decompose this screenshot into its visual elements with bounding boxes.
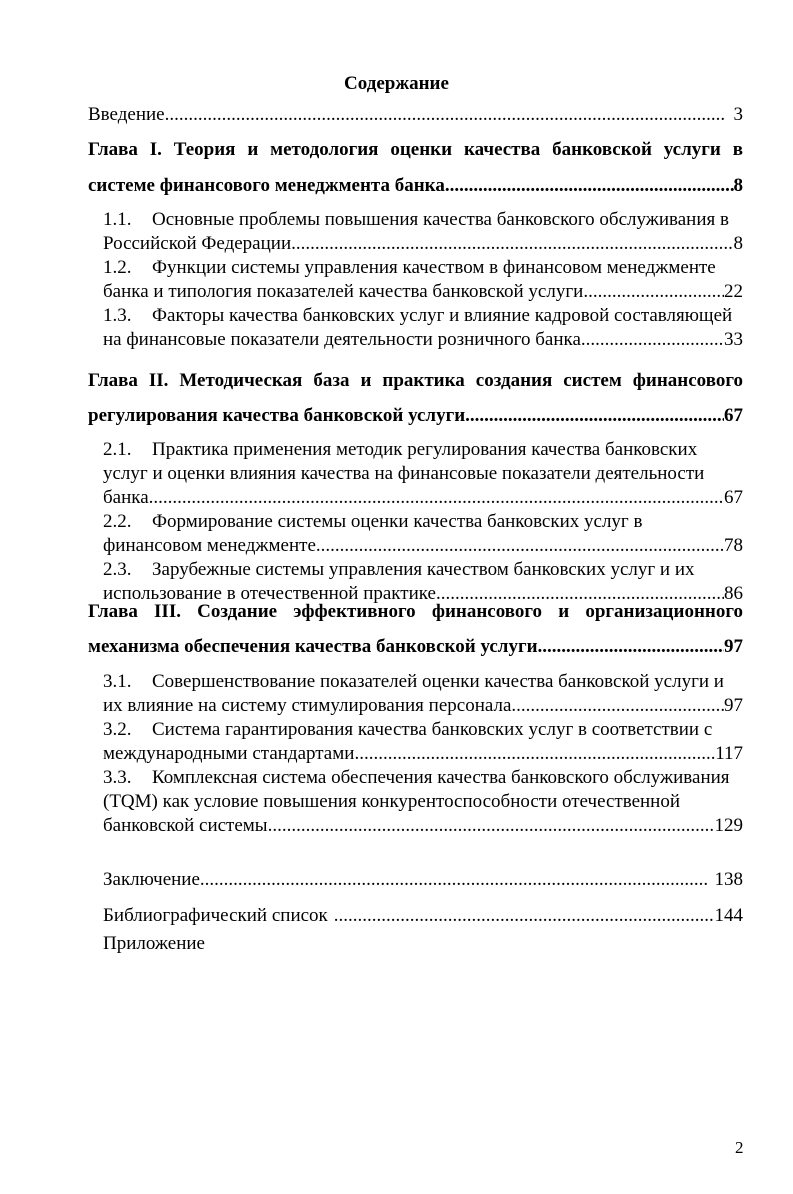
toc-chapter-1-line1[interactable]: Глава I. Теория и методология оценки качества банковской услуги в <box>88 139 743 160</box>
toc-section-1-1[interactable] <box>103 208 743 232</box>
toc-entry-page: 33 <box>724 329 743 350</box>
toc-chapter-2-line2[interactable] <box>88 404 743 428</box>
toc-section-1-2[interactable] <box>103 256 743 280</box>
toc-entry-page: 97 <box>724 695 743 716</box>
section-title: Основные проблемы повышения качества банковского обслуживания в <box>152 209 729 230</box>
section-number: 1.3. <box>103 305 132 326</box>
toc-chapter-1-line2[interactable] <box>88 174 743 198</box>
toc-section-3-3-line3[interactable] <box>103 814 743 838</box>
toc-section-2-3[interactable] <box>103 558 743 582</box>
toc-entry-bibliography[interactable] <box>103 904 743 928</box>
section-title: Факторы качества банковских услуг и влияние кадровой составляющей <box>152 305 733 326</box>
toc-chapter-3-line1[interactable]: Глава III. Создание эффективного финансового и организационного <box>88 601 743 622</box>
section-number: 3.3. <box>103 767 132 788</box>
section-title: Практика применения методик регулирования качества банковских <box>152 439 698 460</box>
toc-section-2-1-line3[interactable] <box>103 486 743 510</box>
section-title-cont: на финансовые показатели деятельности розничного банка <box>103 329 581 350</box>
toc-entry-page: 144 <box>714 905 743 926</box>
toc-section-1-2-line2[interactable] <box>103 280 743 304</box>
toc-entry-conclusion[interactable] <box>103 868 743 892</box>
toc-entry-page: 86 <box>724 583 743 604</box>
toc-entry-page: 67 <box>724 487 743 508</box>
toc-entry-page: 22 <box>724 281 743 302</box>
toc-section-3-3-line2[interactable]: (TQM) как условие повышения конкурентоспособности отечественной <box>103 791 681 812</box>
section-title-cont: Российской Федерации. <box>103 233 296 254</box>
toc-section-1-3-line2[interactable] <box>103 328 743 352</box>
section-title-cont: международными стандартами <box>103 743 355 764</box>
toc-chapter-label: системе финансового менеджмента банка. <box>88 175 450 196</box>
toc-section-2-1-line2[interactable]: услуг и оценки влияния качества на финансовые показатели деятельности <box>103 463 705 484</box>
toc-section-2-1[interactable] <box>103 438 743 462</box>
toc-section-1-1-line2[interactable] <box>103 232 743 256</box>
section-title-cont: банковской системы. <box>103 815 273 836</box>
toc-section-3-2[interactable] <box>103 718 743 742</box>
section-number: 1.1. <box>103 209 132 230</box>
section-title-cont: использование в отечественной практике. <box>103 583 441 604</box>
toc-section-3-3[interactable] <box>103 766 743 790</box>
toc-entry-page: 78 <box>724 535 743 556</box>
section-title-cont: финансовом менеджменте. <box>103 535 321 556</box>
toc-entry-intro[interactable] <box>88 103 743 127</box>
section-number: 3.2. <box>103 719 132 740</box>
toc-entry-label: Заключение <box>103 869 200 890</box>
toc-chapter-2-line1[interactable]: Глава II. Методическая база и практика создания систем финансового <box>88 370 743 391</box>
toc-entry-page: 138 <box>714 869 743 890</box>
toc-entry-page: 97 <box>724 636 743 657</box>
section-number: 1.2. <box>103 257 132 278</box>
section-title: Зарубежные системы управления качеством банковских услуг и их <box>152 559 695 580</box>
toc-section-2-2[interactable] <box>103 510 743 534</box>
section-number: 2.1. <box>103 439 132 460</box>
toc-section-3-1[interactable] <box>103 670 743 694</box>
section-number: 3.1. <box>103 671 132 692</box>
toc-section-3-2-line2[interactable] <box>103 742 743 766</box>
page-number: 2 <box>735 1138 744 1157</box>
section-title-cont: их влияние на систему стимулирования персонала. <box>103 695 517 716</box>
toc-section-2-2-line2[interactable] <box>103 534 743 558</box>
section-title: Формирование системы оценки качества банковских услуг в <box>152 511 643 532</box>
section-title: Система гарантирования качества банковских услуг в соответствии с <box>152 719 713 740</box>
toc-chapter-label: механизма обеспечения качества банковской услуги <box>88 636 538 657</box>
section-title-cont: банка и типология показателей качества банковской услуги <box>103 281 584 302</box>
toc-entry-page: 117 <box>715 743 743 764</box>
toc-section-1-3[interactable] <box>103 304 743 328</box>
section-title: Комплексная система обеспечения качества банковского обслуживания <box>152 767 730 788</box>
section-number: 2.3. <box>103 559 132 580</box>
toc-title: Содержание <box>344 73 449 94</box>
toc-entry-label: Введение <box>88 104 165 125</box>
toc-chapter-3-line2[interactable] <box>88 635 743 659</box>
toc-section-3-1-line2[interactable] <box>103 694 743 718</box>
section-title-cont: банка. <box>103 487 154 508</box>
section-number: 2.2. <box>103 511 132 532</box>
toc-entry-page: 67 <box>724 405 743 426</box>
toc-entry-page: 8 <box>733 175 743 196</box>
toc-entry-appendix[interactable]: Приложение <box>103 933 205 954</box>
section-title: Функции системы управления качеством в финансовом менеджменте <box>152 257 716 278</box>
toc-entry-page: 129 <box>714 815 743 836</box>
toc-entry-page: 8 <box>733 233 743 254</box>
toc-entry-label: Библиографический список <box>103 905 328 926</box>
toc-chapter-label: регулирования качества банковской услуги. <box>88 405 470 426</box>
section-title: Совершенствование показателей оценки качества банковской услуги и <box>152 671 724 692</box>
toc-entry-page: 3 <box>733 104 743 125</box>
